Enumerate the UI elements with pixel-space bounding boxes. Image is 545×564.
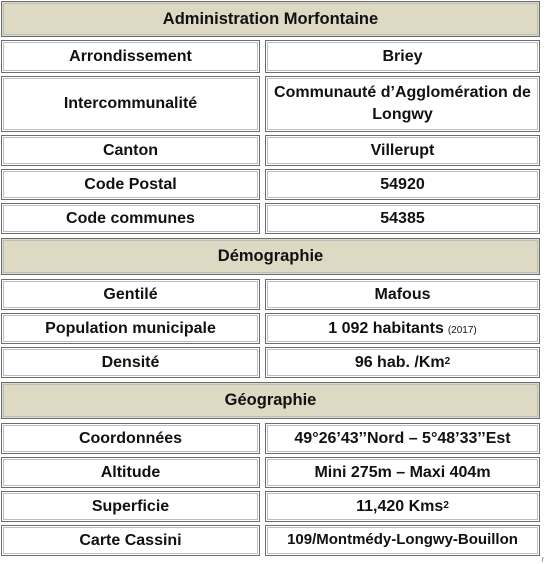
corner-mark: r [541, 555, 544, 564]
table-row-coordonnees [0, 423, 541, 454]
row-label: Coordonnées [1, 423, 260, 454]
row-value: 109/Montmédy-Longwy-Bouillon [265, 525, 540, 556]
row-label: Population municipale [1, 313, 260, 344]
row-label: Intercommunalité [1, 76, 260, 132]
section-header-demographie [0, 238, 541, 275]
row-value: 54385 [265, 203, 540, 234]
superficie-value: 11,420 Kms [356, 497, 444, 515]
row-value: Communauté d’Agglomération de Longwy [265, 76, 540, 132]
row-value: 49°26’43’’Nord – 5°48’33’’Est [265, 423, 540, 454]
row-label: Carte Cassini [1, 525, 260, 556]
row-label: Superficie [1, 491, 260, 522]
table-row-code-postal [0, 169, 541, 200]
table-row-code-communes [0, 203, 541, 234]
row-label: Code communes [1, 203, 260, 234]
row-label: Canton [1, 135, 260, 166]
section-title: Démographie [1, 238, 540, 275]
section-header-geographie [0, 382, 541, 419]
table-row-canton [0, 135, 541, 166]
densite-value: 96 hab. /Km [354, 353, 445, 371]
table-row-altitude [0, 457, 541, 488]
row-value: Mafous [265, 279, 540, 310]
table-row-population [0, 313, 541, 344]
row-label: Gentilé [1, 279, 260, 310]
row-label: Arrondissement [1, 40, 260, 73]
table-row-arrondissement [0, 40, 541, 73]
section-title: Géographie [1, 382, 540, 419]
row-label: Altitude [1, 457, 260, 488]
row-value: Mini 275m – Maxi 404m [265, 457, 540, 488]
table-row-gentile [0, 279, 541, 310]
table-row-carte-cassini [0, 525, 541, 556]
row-label: Densité [1, 347, 260, 378]
row-value: 11,420 Kms $^2$ [265, 491, 540, 522]
table-row-densite [0, 347, 541, 378]
table-row-superficie [0, 491, 541, 522]
population-value: 1 092 habitants [328, 319, 444, 337]
population-year: (2017) [447, 324, 477, 336]
row-label: Code Postal [1, 169, 260, 200]
row-value: 54920 [265, 169, 540, 200]
row-value: 96 hab. /Km $^2$ [265, 347, 540, 378]
row-value [265, 313, 540, 344]
section-title: Administration Morfontaine [1, 1, 540, 37]
table-row-intercommunalite [0, 76, 541, 132]
section-header-administration [0, 1, 541, 37]
row-value: Villerupt [265, 135, 540, 166]
row-value: Briey [265, 40, 540, 73]
